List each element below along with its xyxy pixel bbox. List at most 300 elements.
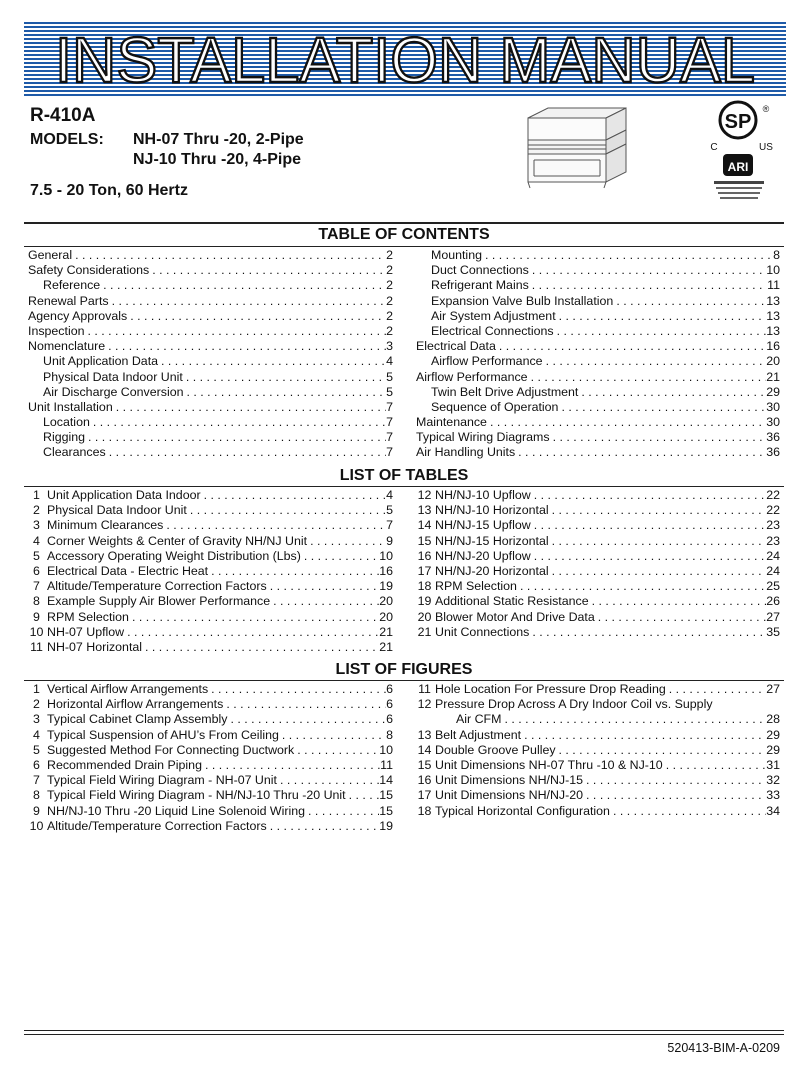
dot-leader bbox=[183, 370, 386, 385]
entry-number: 11 bbox=[418, 682, 431, 696]
list-entry[interactable] bbox=[26, 518, 393, 533]
entry-title: NH-07 Horizontal bbox=[47, 639, 143, 654]
list-entry[interactable] bbox=[414, 625, 780, 640]
entry-title: Air Discharge Conversion bbox=[43, 384, 184, 399]
dot-leader bbox=[307, 534, 386, 549]
entry-title: Vertical Airflow Arrangements bbox=[47, 682, 209, 696]
entry-number: 11 bbox=[30, 639, 43, 654]
entry-page: 6 bbox=[386, 712, 393, 727]
dot-leader bbox=[529, 625, 766, 640]
toc-entry[interactable] bbox=[416, 248, 780, 263]
list-entry[interactable] bbox=[414, 610, 780, 625]
entry-title: Altitude/Temperature Correction Factors bbox=[47, 818, 267, 833]
dot-leader bbox=[515, 445, 766, 460]
entry-page: 29 bbox=[766, 727, 780, 742]
tables-title: LIST OF TABLES bbox=[339, 467, 469, 484]
dot-leader bbox=[270, 594, 379, 609]
entry-title: Unit Application Data bbox=[43, 354, 159, 369]
entry-page: 20 bbox=[379, 609, 393, 624]
toc-entry[interactable] bbox=[28, 445, 393, 460]
entry-title: Altitude/Temperature Correction Factors bbox=[47, 579, 267, 594]
list-entry[interactable] bbox=[26, 758, 393, 773]
entry-page: 4 bbox=[386, 488, 393, 502]
entry-title: NH/NJ-10 Upflow bbox=[435, 488, 531, 502]
list-entry[interactable] bbox=[26, 488, 393, 503]
list-entry[interactable] bbox=[26, 579, 393, 594]
toc-entry[interactable] bbox=[28, 278, 393, 293]
entry-page: 10 bbox=[379, 742, 393, 757]
dot-leader bbox=[346, 788, 380, 803]
entry-page: 7 bbox=[386, 518, 393, 533]
entry-title: Typical Field Wiring Diagram - NH/NJ-10 Thru -20 Unit bbox=[47, 788, 346, 803]
list-entry[interactable] bbox=[26, 743, 393, 758]
dot-leader bbox=[595, 610, 766, 625]
toc-entry[interactable] bbox=[28, 430, 393, 445]
entry-page: 13 bbox=[766, 293, 780, 308]
entry-page: 19 bbox=[379, 579, 393, 594]
dot-leader bbox=[549, 534, 767, 549]
entry-number: 5 bbox=[33, 548, 40, 563]
list-entry[interactable] bbox=[414, 788, 780, 803]
list-entry[interactable] bbox=[26, 610, 393, 625]
entry-number: 6 bbox=[33, 563, 40, 578]
entry-page: 29 bbox=[766, 742, 780, 757]
entry-number: 14 bbox=[417, 742, 432, 757]
toc-entry[interactable] bbox=[416, 309, 780, 324]
list-entry[interactable] bbox=[26, 819, 393, 834]
entry-page: 13 bbox=[766, 323, 780, 338]
entry-title: Unit Application Data Indoor bbox=[47, 488, 201, 502]
entry-number: 16 bbox=[417, 548, 432, 563]
entry-page: 5 bbox=[386, 503, 393, 518]
entry-page: 2 bbox=[386, 248, 393, 262]
dot-leader bbox=[294, 743, 379, 758]
dot-leader bbox=[496, 339, 766, 354]
entry-page: 25 bbox=[766, 579, 780, 594]
list-entry[interactable] bbox=[26, 549, 393, 564]
entry-title: Clearances bbox=[43, 445, 106, 460]
entry-title: NH-07 Upflow bbox=[47, 624, 125, 639]
entry-title: Typical Field Wiring Diagram - NH-07 Unit bbox=[47, 773, 277, 788]
entry-page: 10 bbox=[766, 263, 780, 278]
ari-certification-logo bbox=[706, 152, 772, 204]
entry-page: 8 bbox=[386, 727, 393, 742]
entry-number: 18 bbox=[417, 803, 432, 818]
figures-right-column bbox=[414, 682, 780, 819]
toc-entry[interactable] bbox=[416, 400, 780, 415]
entry-title: Reference bbox=[43, 278, 101, 293]
entry-number: 20 bbox=[417, 609, 432, 624]
entry-number: 17 bbox=[417, 563, 432, 578]
dot-leader bbox=[549, 503, 767, 518]
entry-number: 16 bbox=[417, 773, 432, 788]
dot-leader bbox=[208, 682, 386, 697]
entry-number: 12 bbox=[417, 697, 432, 712]
dot-leader bbox=[583, 773, 766, 788]
entry-title: NH/NJ-15 Upflow bbox=[435, 518, 531, 533]
entry-title: Additional Static Resistance bbox=[435, 594, 589, 609]
tables-right-column bbox=[414, 488, 780, 640]
dot-leader bbox=[613, 294, 766, 309]
entry-title: Twin Belt Drive Adjustment bbox=[431, 384, 579, 399]
toc-entry[interactable] bbox=[416, 430, 780, 445]
entry-title: Horizontal Airflow Arrangements bbox=[47, 697, 224, 712]
entry-title: Air CFM bbox=[456, 712, 502, 727]
entry-title: Airflow Performance bbox=[431, 354, 543, 369]
list-entry[interactable] bbox=[26, 804, 393, 819]
entry-title: Physical Data Indoor Unit bbox=[47, 503, 187, 518]
entry-page: 27 bbox=[766, 609, 780, 624]
entry-title: Duct Connections bbox=[431, 263, 529, 278]
list-entry[interactable] bbox=[26, 594, 393, 609]
entry-page: 2 bbox=[386, 278, 393, 293]
dot-leader bbox=[183, 385, 386, 400]
list-entry[interactable] bbox=[414, 579, 780, 594]
toc-entry[interactable] bbox=[28, 370, 393, 385]
csa-certification-logo bbox=[700, 98, 776, 154]
entry-page: 30 bbox=[766, 399, 780, 414]
dot-leader bbox=[517, 579, 766, 594]
list-entry[interactable] bbox=[414, 594, 780, 609]
entry-page: 24 bbox=[766, 563, 780, 578]
entry-number: 2 bbox=[33, 697, 40, 712]
dot-leader bbox=[279, 728, 386, 743]
refrigerant-label: R-410A bbox=[30, 105, 96, 126]
entry-title: Example Supply Air Blower Performance bbox=[47, 594, 271, 609]
figures-divider bbox=[24, 680, 784, 681]
entry-page: 4 bbox=[386, 354, 393, 369]
list-entry[interactable] bbox=[26, 773, 393, 788]
footer-rule-2 bbox=[24, 1034, 784, 1035]
dot-leader bbox=[127, 309, 386, 324]
entry-number: 13 bbox=[417, 727, 432, 742]
dot-leader bbox=[267, 579, 380, 594]
entry-number: 18 bbox=[417, 579, 432, 594]
toc-entry[interactable] bbox=[416, 370, 780, 385]
toc-entry[interactable] bbox=[28, 415, 393, 430]
toc-right-column bbox=[416, 248, 780, 461]
dot-leader bbox=[223, 697, 386, 712]
tables-left-column bbox=[26, 488, 393, 655]
dot-leader bbox=[543, 354, 767, 369]
csa-mark: SP bbox=[724, 111, 752, 133]
entry-title: NH/NJ-20 Upflow bbox=[435, 548, 531, 563]
entry-page: 7 bbox=[386, 430, 393, 445]
entry-page: 8 bbox=[773, 248, 780, 262]
dot-leader bbox=[531, 549, 766, 564]
entry-number: 7 bbox=[33, 773, 40, 788]
entry-page: 5 bbox=[386, 369, 393, 384]
dot-leader bbox=[301, 549, 379, 564]
dot-leader bbox=[202, 758, 380, 773]
toc-entry[interactable] bbox=[416, 324, 780, 339]
dot-leader bbox=[583, 788, 766, 803]
entry-title: Nomenclature bbox=[28, 339, 106, 354]
entry-title: Typical Wiring Diagrams bbox=[416, 430, 550, 445]
toc-entry[interactable] bbox=[416, 294, 780, 309]
dot-leader bbox=[85, 430, 386, 445]
dot-leader bbox=[149, 263, 386, 278]
dot-leader bbox=[531, 488, 766, 503]
toc-entry[interactable] bbox=[28, 339, 393, 354]
dot-leader bbox=[201, 488, 386, 503]
list-entry[interactable] bbox=[26, 503, 393, 518]
dot-leader bbox=[84, 324, 386, 339]
list-entry[interactable] bbox=[414, 697, 780, 712]
entry-number: 6 bbox=[33, 757, 40, 772]
entry-title: Typical Suspension of AHU’s From Ceiling bbox=[47, 727, 279, 742]
list-entry[interactable] bbox=[414, 549, 780, 564]
tables-divider bbox=[24, 486, 784, 487]
capacity-spec: 7.5 - 20 Ton, 60 Hertz bbox=[30, 182, 188, 199]
list-entry[interactable] bbox=[414, 682, 780, 697]
entry-number: 2 bbox=[33, 503, 40, 518]
toc-title: TABLE OF CONTENTS bbox=[318, 226, 490, 243]
entry-title: Mounting bbox=[431, 248, 482, 262]
dot-leader bbox=[558, 400, 766, 415]
dot-leader bbox=[666, 682, 766, 697]
dot-leader bbox=[578, 385, 766, 400]
entry-title: Electrical Data bbox=[416, 339, 496, 354]
entry-number: 8 bbox=[33, 788, 40, 803]
list-entry[interactable] bbox=[414, 488, 780, 503]
list-entry[interactable] bbox=[414, 503, 780, 518]
entry-page: 30 bbox=[766, 415, 780, 430]
entry-page: 24 bbox=[766, 548, 780, 563]
dot-leader bbox=[227, 712, 386, 727]
models-label: MODELS: bbox=[30, 131, 104, 148]
entry-page: 23 bbox=[766, 533, 780, 548]
entry-page: 35 bbox=[766, 624, 780, 639]
list-entry[interactable] bbox=[26, 625, 393, 640]
toc-entry[interactable] bbox=[416, 278, 780, 293]
list-entry[interactable] bbox=[26, 712, 393, 727]
entry-title: Physical Data Indoor Unit bbox=[43, 369, 183, 384]
entry-number: 15 bbox=[417, 757, 432, 772]
dot-leader bbox=[529, 263, 766, 278]
toc-entry[interactable] bbox=[28, 400, 393, 415]
entry-title: Unit Dimensions NH-07 Thru -10 & NJ-10 bbox=[435, 757, 663, 772]
entry-number bbox=[414, 712, 435, 727]
entry-number: 10 bbox=[29, 624, 44, 639]
dot-leader bbox=[305, 804, 379, 819]
entry-title: Recommended Drain Piping bbox=[47, 757, 202, 772]
entry-title: Location bbox=[43, 415, 90, 430]
dot-leader bbox=[158, 354, 386, 369]
entry-title: Agency Approvals bbox=[28, 308, 128, 323]
entry-number: 3 bbox=[33, 518, 40, 533]
entry-page: 3 bbox=[386, 339, 393, 354]
list-entry[interactable] bbox=[26, 697, 393, 712]
toc-entry[interactable] bbox=[416, 415, 780, 430]
dot-leader bbox=[556, 743, 767, 758]
dot-leader bbox=[663, 758, 767, 773]
entry-title: Double Groove Pulley bbox=[435, 742, 556, 757]
dot-leader bbox=[713, 697, 780, 712]
dot-leader bbox=[267, 819, 380, 834]
entry-page: 13 bbox=[766, 308, 780, 323]
entry-page: 9 bbox=[386, 533, 393, 548]
entry-page: 21 bbox=[766, 369, 780, 384]
entry-title: Airflow Performance bbox=[416, 369, 528, 384]
entry-number: 3 bbox=[33, 712, 40, 727]
entry-number: 9 bbox=[33, 609, 40, 624]
dot-leader bbox=[105, 339, 386, 354]
dot-leader bbox=[113, 400, 386, 415]
toc-entry[interactable] bbox=[28, 354, 393, 369]
entry-page: 14 bbox=[379, 773, 393, 788]
toc-entry[interactable] bbox=[28, 248, 393, 263]
entry-page: 28 bbox=[766, 712, 780, 727]
list-entry[interactable] bbox=[26, 564, 393, 579]
entry-title: RPM Selection bbox=[47, 609, 129, 624]
entry-title: Rigging bbox=[43, 430, 86, 445]
entry-title: Accessory Operating Weight Distribution (Lbs) bbox=[47, 548, 301, 563]
dot-leader bbox=[550, 430, 767, 445]
entry-page: 23 bbox=[766, 518, 780, 533]
toc-entry[interactable] bbox=[28, 294, 393, 309]
toc-entry[interactable] bbox=[28, 385, 393, 400]
entry-title: Typical Horizontal Configuration bbox=[435, 803, 610, 818]
toc-entry[interactable] bbox=[416, 445, 780, 460]
dot-leader bbox=[589, 594, 767, 609]
entry-page: 2 bbox=[386, 308, 393, 323]
entry-page: 7 bbox=[386, 415, 393, 430]
list-entry[interactable] bbox=[26, 728, 393, 743]
entry-page: 33 bbox=[766, 788, 780, 803]
striped-banner-graphic bbox=[24, 22, 786, 96]
entry-title: NH/NJ-10 Horizontal bbox=[435, 503, 549, 518]
entry-page: 32 bbox=[766, 773, 780, 788]
entry-page: 21 bbox=[379, 624, 393, 639]
entry-title: Sequence of Operation bbox=[431, 399, 559, 414]
entry-page: 34 bbox=[766, 803, 780, 818]
dot-leader bbox=[72, 248, 386, 263]
list-entry[interactable] bbox=[414, 534, 780, 549]
entry-page: 11 bbox=[767, 278, 780, 293]
dot-leader bbox=[554, 324, 767, 339]
toc-divider bbox=[24, 246, 784, 247]
entry-number: 1 bbox=[33, 682, 40, 696]
toc-entry[interactable] bbox=[416, 354, 780, 369]
entry-title: NH/NJ-10 Thru -20 Liquid Line Solenoid Wiring bbox=[47, 803, 306, 818]
entry-page: 26 bbox=[766, 594, 780, 609]
dot-leader bbox=[277, 773, 379, 788]
entry-title: Safety Considerations bbox=[28, 263, 150, 278]
entry-page: 36 bbox=[766, 445, 780, 460]
entry-page: 2 bbox=[386, 263, 393, 278]
toc-entry[interactable] bbox=[416, 339, 780, 354]
list-entry[interactable] bbox=[414, 728, 780, 743]
entry-number: 10 bbox=[29, 818, 44, 833]
dot-leader bbox=[610, 804, 766, 819]
figures-left-column bbox=[26, 682, 393, 834]
list-entry[interactable] bbox=[26, 682, 393, 697]
entry-number: 1 bbox=[33, 488, 40, 502]
banner-title: INSTALLATION MANUAL bbox=[55, 24, 755, 96]
entry-title: Hole Location For Pressure Drop Reading bbox=[435, 682, 666, 696]
list-entry[interactable] bbox=[414, 518, 780, 533]
entry-title: Suggested Method For Connecting Ductwork bbox=[47, 742, 295, 757]
entry-page: 5 bbox=[386, 384, 393, 399]
toc-entry[interactable] bbox=[416, 385, 780, 400]
entry-number: 4 bbox=[33, 727, 40, 742]
entry-page: 20 bbox=[766, 354, 780, 369]
entry-page: 22 bbox=[766, 503, 780, 518]
entry-page: 6 bbox=[386, 682, 393, 696]
entry-page: 16 bbox=[379, 563, 393, 578]
entry-page: 15 bbox=[379, 788, 393, 803]
entry-number: 21 bbox=[417, 624, 432, 639]
csa-c-label: C bbox=[710, 142, 718, 153]
entry-number: 4 bbox=[33, 533, 40, 548]
list-entry[interactable] bbox=[414, 804, 780, 819]
list-entry[interactable] bbox=[26, 640, 393, 655]
entry-title: Air System Adjustment bbox=[431, 308, 556, 323]
toc-left-column bbox=[28, 248, 393, 461]
entry-title: Blower Motor And Drive Data bbox=[435, 609, 595, 624]
dot-leader bbox=[531, 518, 766, 533]
models-line-1: NH-07 Thru -20, 2-Pipe bbox=[133, 131, 304, 148]
dot-leader bbox=[129, 610, 379, 625]
entry-page: 10 bbox=[379, 548, 393, 563]
entry-page: 31 bbox=[766, 757, 780, 772]
dot-leader bbox=[90, 415, 386, 430]
entry-title: Unit Dimensions NH/NJ-15 bbox=[435, 773, 584, 788]
toc-entry[interactable] bbox=[28, 324, 393, 339]
entry-number: 12 bbox=[417, 488, 432, 502]
entry-page: 29 bbox=[766, 384, 780, 399]
list-entry[interactable] bbox=[26, 534, 393, 549]
dot-leader bbox=[142, 640, 379, 655]
entry-number: 9 bbox=[33, 803, 40, 818]
entry-page: 16 bbox=[766, 339, 780, 354]
entry-title: Refrigerant Mains bbox=[431, 278, 529, 293]
list-entry[interactable] bbox=[414, 758, 780, 773]
title-banner bbox=[24, 22, 786, 96]
entry-page: 2 bbox=[386, 323, 393, 338]
entry-number: 13 bbox=[417, 503, 432, 518]
entry-title: NH/NJ-20 Horizontal bbox=[435, 563, 549, 578]
toc-entry[interactable] bbox=[28, 309, 393, 324]
entry-title: Inspection bbox=[28, 323, 85, 338]
entry-title: Unit Connections bbox=[435, 624, 530, 639]
dot-leader bbox=[521, 728, 766, 743]
dot-leader bbox=[187, 503, 386, 518]
entry-title: NH/NJ-15 Horizontal bbox=[435, 533, 549, 548]
toc-entry[interactable] bbox=[28, 263, 393, 278]
entry-title: Electrical Data - Electric Heat bbox=[47, 563, 209, 578]
entry-page: 2 bbox=[386, 293, 393, 308]
entry-page: 36 bbox=[766, 430, 780, 445]
entry-title: Renewal Parts bbox=[28, 293, 109, 308]
dot-leader bbox=[109, 294, 387, 309]
dot-leader bbox=[528, 370, 767, 385]
list-entry[interactable] bbox=[414, 743, 780, 758]
entry-title: Belt Adjustment bbox=[435, 727, 522, 742]
entry-title: General bbox=[28, 248, 73, 262]
csa-registered: ® bbox=[762, 104, 770, 114]
list-entry[interactable] bbox=[26, 788, 393, 803]
air-handler-unit-illustration bbox=[522, 104, 632, 192]
list-entry[interactable] bbox=[414, 773, 780, 788]
list-entry[interactable] bbox=[414, 564, 780, 579]
list-entry[interactable] bbox=[414, 712, 780, 727]
entry-page: 20 bbox=[379, 594, 393, 609]
toc-entry[interactable] bbox=[416, 263, 780, 278]
entry-title: Unit Installation bbox=[28, 399, 113, 414]
entry-page: 19 bbox=[379, 818, 393, 833]
